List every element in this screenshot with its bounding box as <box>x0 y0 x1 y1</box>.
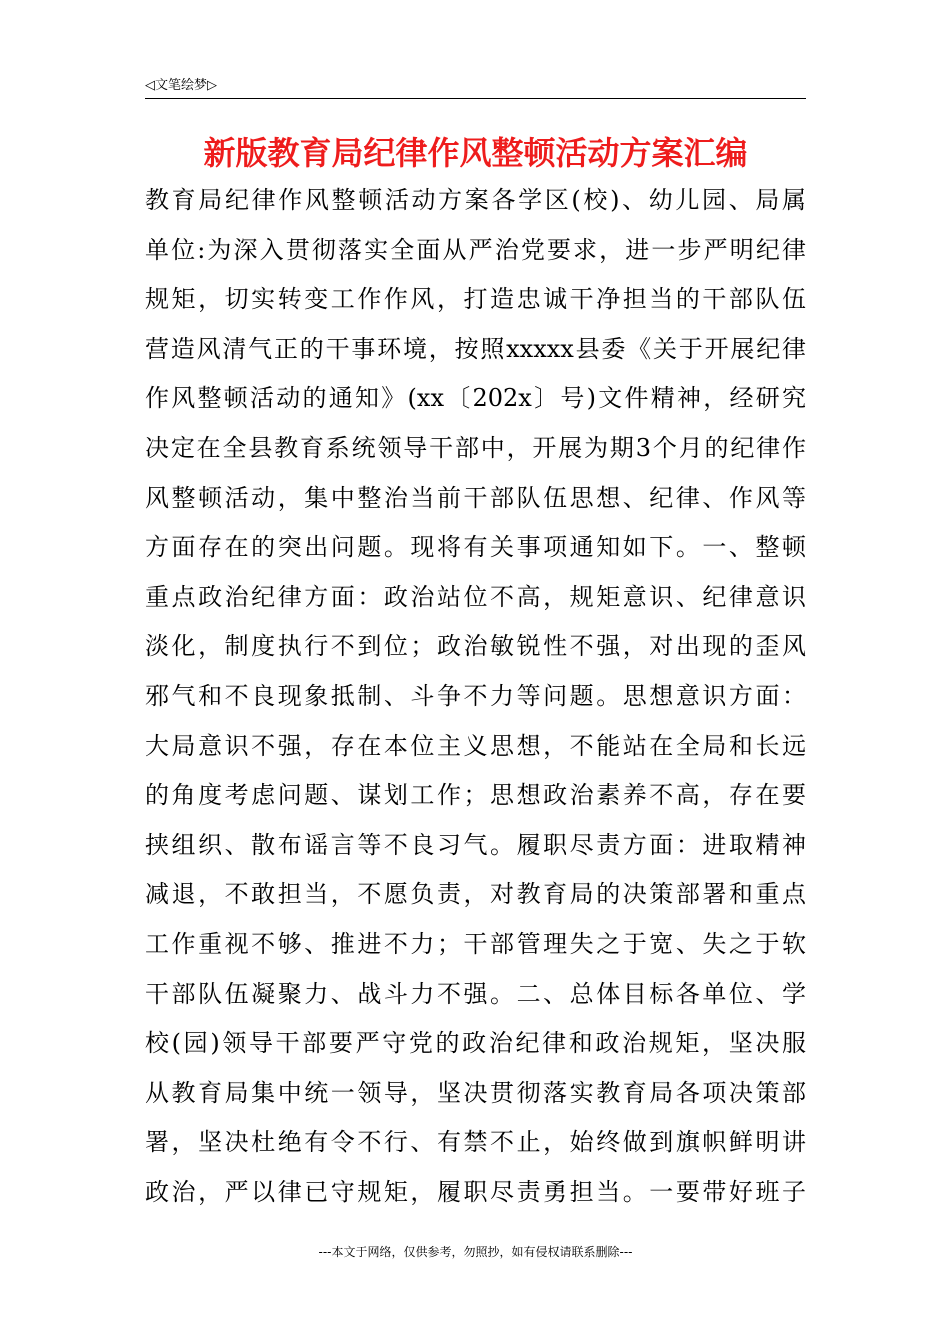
body-line: 方面存在的突出问题。现将有关事项通知如下。一、整顿 <box>145 533 806 562</box>
body-line: 单位:为深入贯彻落实全面从严治党要求，进一步严明纪律 <box>145 235 806 264</box>
document-body <box>145 176 806 1217</box>
body-line: 作风整顿活动的通知》(xx〔202x〕号)文件精神，经研究 <box>145 384 806 413</box>
body-line: 营造风清气正的干事环境，按照xxxxx县委《关于开展纪律 <box>145 334 806 363</box>
body-line: 减退，不敢担当，不愿负责，对教育局的决策部署和重点 <box>145 880 806 909</box>
document-title: 新版教育局纪律作风整顿活动方案汇编 <box>203 134 748 172</box>
body-line: 大局意识不强，存在本位主义思想，不能站在全局和长远 <box>145 731 806 760</box>
body-line: 重点政治纪律方面：政治站位不高，规矩意识、纪律意识 <box>145 582 806 611</box>
body-line: 的角度考虑问题、谋划工作；思想政治素养不高，存在要 <box>145 781 806 810</box>
body-line: 邪气和不良现象抵制、斗争不力等问题。思想意识方面： <box>145 681 806 710</box>
body-line: 署，坚决杜绝有令不行、有禁不止，始终做到旗帜鲜明讲 <box>145 1128 806 1157</box>
body-line: 淡化，制度执行不到位；政治敏锐性不强，对出现的歪风 <box>145 632 806 661</box>
body-line: 规矩，切实转变工作作风，打造忠诚干净担当的干部队伍 <box>145 285 806 314</box>
body-line: 教育局纪律作风整顿活动方案各学区(校)、幼儿园、局属 <box>145 186 806 214</box>
body-line: 工作重视不够、推进不力；干部管理失之于宽、失之于软 <box>145 929 806 958</box>
body-line: 风整顿活动，集中整治当前干部队伍思想、纪律、作风等 <box>145 483 806 512</box>
body-line: 校(园)领导干部要严守党的政治纪律和政治规矩，坚决服 <box>145 1029 806 1058</box>
body-line: 干部队伍凝聚力、战斗力不强。二、总体目标各单位、学 <box>145 979 806 1008</box>
header-brand: ◁文笔绘梦▷ <box>145 78 217 93</box>
body-line: 政治，严以律已守规矩，履职尽责勇担当。一要带好班子 <box>145 1177 806 1206</box>
page-header <box>145 76 806 99</box>
body-line: 挟组织、散布谣言等不良习气。履职尽责方面：进取精神 <box>145 830 806 859</box>
body-line: 从教育局集中统一领导，坚决贯彻落实教育局各项决策部 <box>145 1078 806 1107</box>
body-line: 决定在全县教育系统领导干部中，开展为期3个月的纪律作 <box>145 433 806 462</box>
page-footer-disclaimer: ---本文于网络，仅供参考，勿照抄，如有侵权请联系删除--- <box>318 1245 633 1259</box>
